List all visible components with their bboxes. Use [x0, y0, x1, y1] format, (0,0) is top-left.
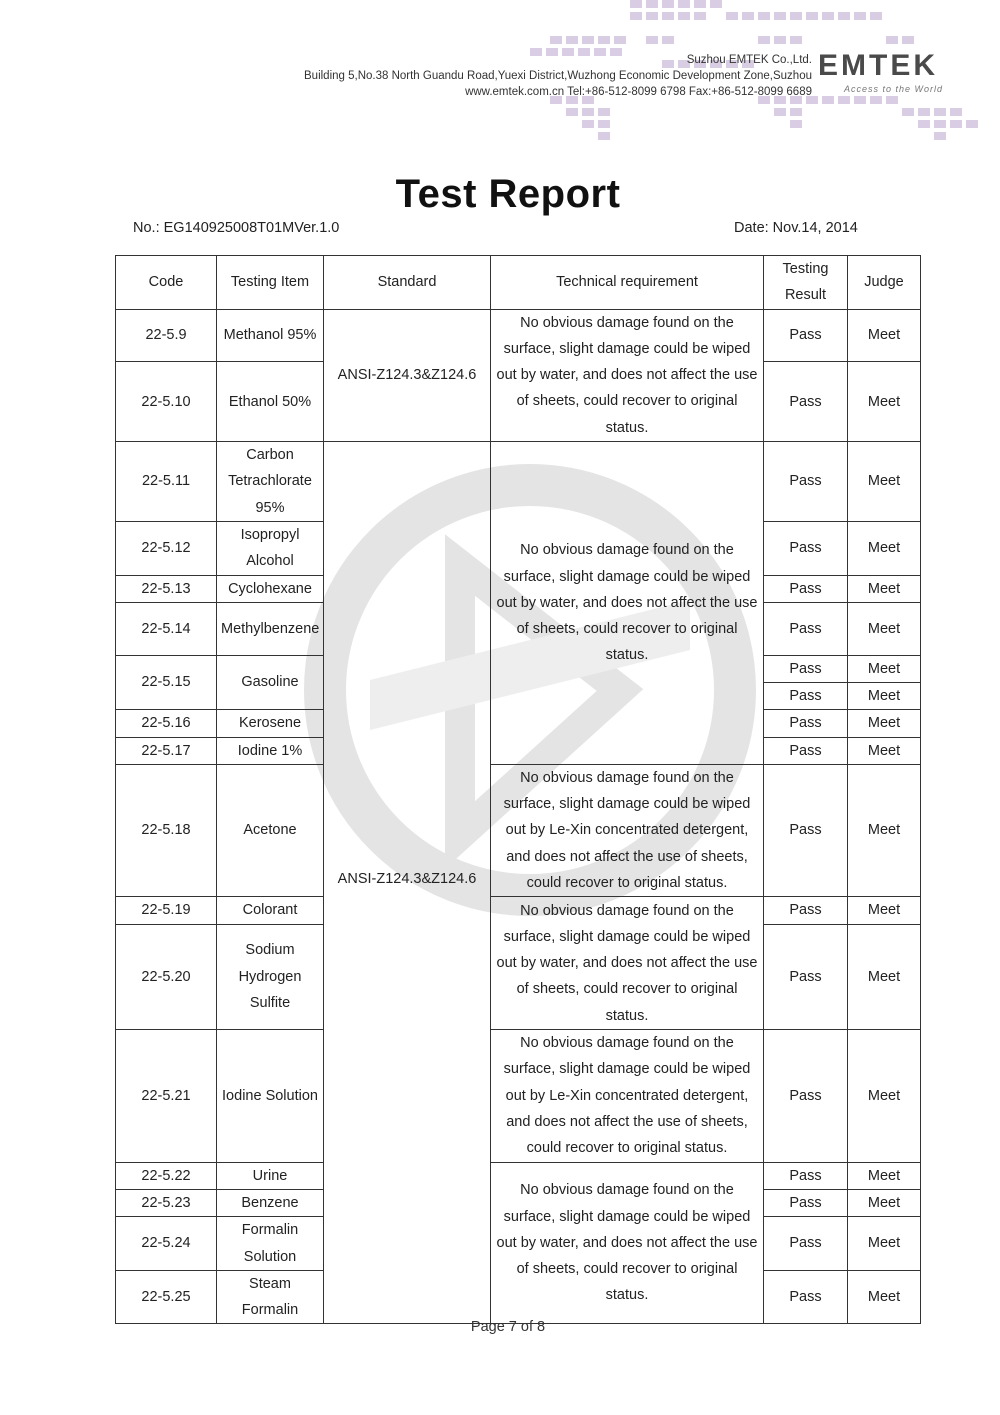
- header-judge: Judge: [848, 256, 921, 310]
- row-code: 22-5.23: [116, 1189, 217, 1216]
- logo-wordmark: EMTEK: [818, 49, 938, 82]
- row-result: Pass: [764, 1270, 848, 1324]
- company-name: Suzhou EMTEK Co.,Ltd.: [686, 54, 812, 66]
- table-row: [116, 897, 921, 924]
- row-item: Ethanol 50%: [217, 362, 324, 442]
- row-result: Pass: [764, 897, 848, 924]
- report-date: Date: Nov.14, 2014: [734, 220, 858, 236]
- row-requirement: No obvious damage found on the surface, slight damage could be wiped out by water, and does not affect the use of sheets, could recover to original status.: [491, 309, 764, 441]
- header-code: Code: [116, 256, 217, 310]
- header-testing-item: Testing Item: [217, 256, 324, 310]
- company-info: [304, 52, 812, 100]
- table-row: [116, 309, 921, 335]
- row-item: Iodine 1%: [217, 737, 324, 764]
- row-judge: Meet: [848, 1162, 921, 1189]
- row-judge: Meet: [848, 682, 921, 709]
- row-item: Urine: [217, 1162, 324, 1189]
- company-contact: www.emtek.com.cn Tel:+86-512-8099 6798 Fax:+86-512-8099 6689: [465, 86, 812, 98]
- row-code: 22-5.12: [116, 521, 217, 575]
- row-result: Pass: [764, 737, 848, 764]
- row-item: Sodium Hydrogen Sulfite: [217, 924, 324, 1030]
- row-code: 22-5.10: [116, 362, 217, 442]
- company-address: Building 5,No.38 North Guandu Road,Yuexi District,Wuzhong Economic Development Zone,Suzhou: [304, 70, 812, 82]
- row-result: Pass: [764, 924, 848, 1030]
- row-result: Pass: [764, 655, 848, 682]
- row-judge: Meet: [848, 764, 921, 896]
- row-item: Cyclohexane: [217, 575, 324, 602]
- row-judge: Meet: [848, 924, 921, 1030]
- row-result: Pass: [764, 521, 848, 575]
- row-judge: Meet: [848, 362, 921, 442]
- row-item: Kerosene: [217, 710, 324, 737]
- row-result: Pass: [764, 1189, 848, 1216]
- header-testing-result: Testing Result: [764, 256, 848, 310]
- row-result: Pass: [764, 575, 848, 602]
- row-result: Pass: [764, 764, 848, 896]
- emtek-logo: [818, 50, 978, 94]
- row-code: 22-5.15: [116, 655, 217, 710]
- row-code: 22-5.18: [116, 764, 217, 896]
- page-number: Page 7 of 8: [470, 1319, 546, 1335]
- row-code: 22-5.13: [116, 575, 217, 602]
- row-item: Benzene: [217, 1189, 324, 1216]
- row-item: Methylbenzene: [217, 602, 324, 655]
- row-judge: Meet: [848, 655, 921, 682]
- row-code: 22-5.19: [116, 897, 217, 924]
- row-requirement: No obvious damage found on the surface, slight damage could be wiped out by water, and does not affect the use of sheets, could recover to original status.: [491, 1162, 764, 1324]
- row-requirement: No obvious damage found on the surface, slight damage could be wiped out by Le-Xin concentrated detergent, and does not affect the use of sheets, could recover to original status.: [491, 764, 764, 896]
- row-code: 22-5.20: [116, 924, 217, 1030]
- row-judge: Meet: [848, 602, 921, 655]
- row-judge: Meet: [848, 737, 921, 764]
- row-result: Pass: [764, 602, 848, 655]
- row-judge: Meet: [848, 1270, 921, 1324]
- row-code: 22-5.16: [116, 710, 217, 737]
- row-judge: Meet: [848, 442, 921, 522]
- row-result: Pass: [764, 362, 848, 442]
- row-code: 22-5.24: [116, 1217, 217, 1271]
- row-result: Pass: [764, 1162, 848, 1189]
- row-judge: Meet: [848, 710, 921, 737]
- row-standard: ANSI-Z124.3&Z124.6: [324, 442, 491, 1324]
- row-requirement: No obvious damage found on the surface, slight damage could be wiped out by Le-Xin concentrated detergent, and does not affect the use of sheets, could recover to original status.: [491, 1030, 764, 1162]
- row-code: 22-5.25: [116, 1270, 217, 1324]
- row-judge: Meet: [848, 521, 921, 575]
- row-result: Pass: [764, 309, 848, 362]
- test-results-table: [115, 255, 921, 1324]
- logo-tagline: Access to the World: [844, 84, 944, 94]
- row-item: Formalin Solution: [217, 1217, 324, 1271]
- row-requirement: No obvious damage found on the surface, slight damage could be wiped out by water, and does not affect the use of sheets, could recover to original status.: [491, 897, 764, 1030]
- row-result: Pass: [764, 1030, 848, 1162]
- row-item: Carbon Tetrachlorate 95%: [217, 442, 324, 522]
- row-judge: Meet: [848, 897, 921, 924]
- header-technical-requirement: Technical requirement: [491, 256, 764, 310]
- row-code: 22-5.14: [116, 602, 217, 655]
- row-item: Steam Formalin: [217, 1270, 324, 1324]
- row-judge: Meet: [848, 1189, 921, 1216]
- row-judge: Meet: [848, 575, 921, 602]
- row-code: 22-5.17: [116, 737, 217, 764]
- row-item: Gasoline: [217, 655, 324, 710]
- table-row: [116, 442, 921, 469]
- row-requirement: No obvious damage found on the surface, slight damage could be wiped out by water, and does not affect the use of sheets, could recover to original status.: [491, 442, 764, 765]
- row-item: Methanol 95%: [217, 309, 324, 362]
- row-result: Pass: [764, 682, 848, 709]
- row-result: Pass: [764, 442, 848, 522]
- row-code: 22-5.21: [116, 1030, 217, 1162]
- row-judge: Meet: [848, 309, 921, 362]
- row-result: Pass: [764, 1217, 848, 1271]
- row-code: 22-5.9: [116, 309, 217, 362]
- row-item: Iodine Solution: [217, 1030, 324, 1162]
- row-standard: ANSI-Z124.3&Z124.6: [324, 309, 491, 441]
- row-item: Colorant: [217, 897, 324, 924]
- row-result: Pass: [764, 710, 848, 737]
- report-number: No.: EG140925008T01MVer.1.0: [133, 220, 340, 236]
- row-code: 22-5.11: [116, 442, 217, 522]
- row-judge: Meet: [848, 1217, 921, 1271]
- table-row: [116, 1162, 921, 1189]
- row-item: Isopropyl Alcohol: [217, 521, 324, 575]
- page-title: Test Report: [395, 172, 621, 216]
- row-code: 22-5.22: [116, 1162, 217, 1189]
- table-row: [116, 1030, 921, 1056]
- table-row: [116, 764, 921, 790]
- row-judge: Meet: [848, 1030, 921, 1162]
- header-standard: Standard: [324, 256, 491, 310]
- row-item: Acetone: [217, 764, 324, 896]
